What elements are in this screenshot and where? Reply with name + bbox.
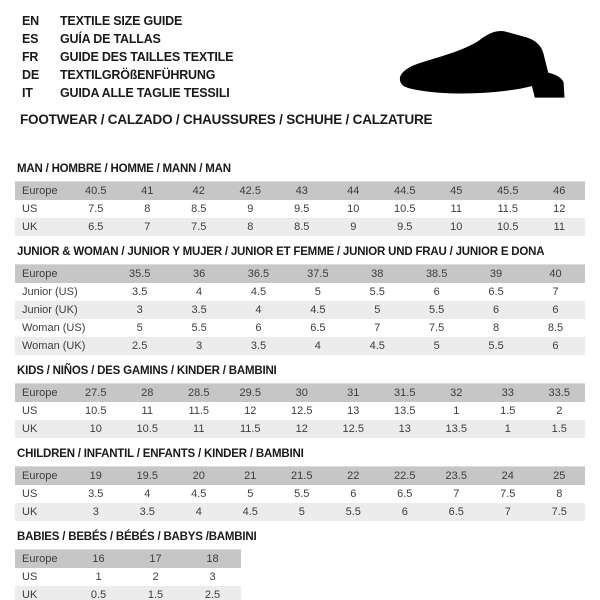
row-label: UK	[15, 586, 70, 600]
language-label: GUIDA ALLE TAGLIE TESSILI	[60, 86, 230, 100]
language-code: ES	[22, 32, 39, 46]
size-cell: 12.5	[328, 420, 380, 438]
size-cell: 5.5	[328, 503, 380, 521]
size-table-section	[15, 448, 585, 521]
size-cell: 33	[482, 384, 534, 403]
size-cell: 42	[173, 182, 225, 201]
row-label: Junior (UK)	[15, 301, 110, 319]
size-table-title: BABIES / BEBÉS / BÉBÉS / BABYS /BAMBINI	[17, 531, 257, 543]
table-header-row	[15, 182, 585, 201]
size-cell: 2	[534, 402, 586, 420]
size-cell: 7.5	[482, 485, 534, 503]
language-code: IT	[22, 86, 33, 100]
size-cell: 2.5	[110, 337, 169, 355]
size-cell: 6.5	[431, 503, 483, 521]
size-cell: 8	[466, 319, 525, 337]
size-cell: 28.5	[173, 384, 225, 403]
size-cell: 5.5	[169, 319, 228, 337]
size-cell: 16	[70, 550, 127, 569]
size-cell: 6	[379, 503, 431, 521]
size-cell: 28	[122, 384, 174, 403]
size-cell: 42.5	[225, 182, 277, 201]
table-header-row	[15, 384, 585, 403]
size-cell: 5.5	[348, 283, 407, 301]
size-cell: 21	[225, 467, 277, 486]
row-label: Woman (US)	[15, 319, 110, 337]
size-cell: 13	[379, 420, 431, 438]
size-cell: 40	[526, 265, 585, 284]
size-cell: 11	[431, 200, 483, 218]
row-label: Europe	[15, 265, 110, 284]
size-cell: 7	[122, 218, 174, 236]
size-cell: 19.5	[122, 467, 174, 486]
size-cell: 33.5	[534, 384, 586, 403]
size-cell: 5	[276, 503, 328, 521]
row-label: UK	[15, 420, 70, 438]
size-cell: 44.5	[379, 182, 431, 201]
size-cell: 27.5	[70, 384, 122, 403]
size-cell: 5	[110, 319, 169, 337]
size-cell: 6	[466, 301, 525, 319]
size-cell: 9	[225, 200, 277, 218]
size-cell: 1.5	[534, 420, 586, 438]
size-cell: 29.5	[225, 384, 277, 403]
size-cell: 7.5	[534, 503, 586, 521]
table-header-row	[15, 467, 585, 486]
size-cell: 10.5	[379, 200, 431, 218]
size-cell: 13.5	[431, 420, 483, 438]
table-row	[15, 301, 585, 319]
language-code: EN	[22, 14, 39, 28]
size-cell: 11	[173, 420, 225, 438]
size-cell: 13.5	[379, 402, 431, 420]
language-label: GUIDE DES TAILLES TEXTILE	[60, 50, 234, 64]
table-row	[15, 420, 585, 438]
size-cell: 12.5	[276, 402, 328, 420]
size-tables	[15, 163, 585, 600]
size-cell: 2.5	[184, 586, 241, 600]
size-cell: 5.5	[466, 337, 525, 355]
size-cell: 3	[70, 503, 122, 521]
size-cell: 38	[348, 265, 407, 284]
size-cell: 8	[122, 200, 174, 218]
size-cell: 31.5	[379, 384, 431, 403]
size-cell: 18	[184, 550, 241, 569]
size-cell: 7	[482, 503, 534, 521]
size-cell: 4	[288, 337, 347, 355]
size-cell: 36	[169, 265, 228, 284]
category-line: FOOTWEAR / CALZADO / CHAUSSURES / SCHUHE / CALZATURE	[20, 112, 433, 127]
size-table	[15, 466, 585, 521]
table-row	[15, 402, 585, 420]
row-label: Woman (UK)	[15, 337, 110, 355]
size-table	[15, 549, 241, 600]
size-cell: 6	[328, 485, 380, 503]
size-cell: 24	[482, 467, 534, 486]
size-cell: 8	[225, 218, 277, 236]
size-cell: 3.5	[110, 283, 169, 301]
size-cell: 7.5	[173, 218, 225, 236]
table-header-row	[15, 550, 241, 569]
size-cell: 43	[276, 182, 328, 201]
size-cell: 6.5	[379, 485, 431, 503]
size-cell: 37.5	[288, 265, 347, 284]
size-cell: 31	[328, 384, 380, 403]
size-cell: 7.5	[407, 319, 466, 337]
size-cell: 10	[328, 200, 380, 218]
size-table-section	[15, 365, 585, 438]
size-cell: 6	[407, 283, 466, 301]
size-cell: 10	[70, 420, 122, 438]
language-label: TEXTILGRÖßENFÜHRUNG	[60, 68, 216, 82]
size-cell: 10.5	[70, 402, 122, 420]
size-cell: 4	[229, 301, 288, 319]
size-cell: 10.5	[122, 420, 174, 438]
size-cell: 22	[328, 467, 380, 486]
size-cell: 4.5	[348, 337, 407, 355]
table-header-row	[15, 265, 585, 284]
size-cell: 1	[482, 420, 534, 438]
size-cell: 4.5	[288, 301, 347, 319]
size-cell: 13	[328, 402, 380, 420]
table-row	[15, 319, 585, 337]
row-label: Europe	[15, 550, 70, 569]
size-cell: 9	[328, 218, 380, 236]
size-cell: 5.5	[276, 485, 328, 503]
size-cell: 40.5	[70, 182, 122, 201]
size-cell: 8.5	[526, 319, 585, 337]
size-cell: 7	[431, 485, 483, 503]
size-cell: 4	[122, 485, 174, 503]
size-cell: 9.5	[276, 200, 328, 218]
size-cell: 6	[229, 319, 288, 337]
size-cell: 44	[328, 182, 380, 201]
size-cell: 2	[127, 568, 184, 586]
table-row	[15, 485, 585, 503]
size-cell: 45	[431, 182, 483, 201]
size-table	[15, 383, 585, 438]
size-cell: 10	[431, 218, 483, 236]
size-cell: 3.5	[70, 485, 122, 503]
size-cell: 4.5	[225, 503, 277, 521]
size-cell: 22.5	[379, 467, 431, 486]
size-cell: 7	[526, 283, 585, 301]
size-cell: 25	[534, 467, 586, 486]
size-cell: 4	[173, 503, 225, 521]
size-cell: 35.5	[110, 265, 169, 284]
size-table-title: MAN / HOMBRE / HOMME / MANN / MAN	[17, 163, 231, 175]
size-cell: 11.5	[225, 420, 277, 438]
size-cell: 11.5	[173, 402, 225, 420]
size-table-title: JUNIOR & WOMAN / JUNIOR Y MUJER / JUNIOR ET FEMME / JUNIOR UND FRAU / JUNIOR E DONA	[17, 246, 545, 258]
size-cell: 6.5	[466, 283, 525, 301]
size-cell: 32	[431, 384, 483, 403]
size-cell: 5	[288, 283, 347, 301]
size-cell: 1.5	[127, 586, 184, 600]
table-row	[15, 200, 585, 218]
size-cell: 1	[431, 402, 483, 420]
size-cell: 11	[534, 218, 586, 236]
size-cell: 11.5	[482, 200, 534, 218]
language-code: DE	[22, 68, 39, 82]
size-cell: 11	[122, 402, 174, 420]
size-cell: 0.5	[70, 586, 127, 600]
size-cell: 9.5	[379, 218, 431, 236]
size-cell: 21.5	[276, 467, 328, 486]
size-cell: 45.5	[482, 182, 534, 201]
size-cell: 3.5	[169, 301, 228, 319]
size-cell: 19	[70, 467, 122, 486]
row-label: US	[15, 485, 70, 503]
size-cell: 5	[225, 485, 277, 503]
size-cell: 4	[169, 283, 228, 301]
table-row	[15, 337, 585, 355]
size-cell: 8	[534, 485, 586, 503]
row-label: UK	[15, 218, 70, 236]
size-table-section	[15, 531, 585, 600]
size-cell: 46	[534, 182, 586, 201]
table-row	[15, 503, 585, 521]
size-cell: 4.5	[173, 485, 225, 503]
size-cell: 5	[407, 337, 466, 355]
size-cell: 12	[276, 420, 328, 438]
size-cell: 41	[122, 182, 174, 201]
size-cell: 3	[184, 568, 241, 586]
row-label: Europe	[15, 467, 70, 486]
row-label: Europe	[15, 182, 70, 201]
size-cell: 7	[348, 319, 407, 337]
language-code: FR	[22, 50, 39, 64]
size-table	[15, 264, 585, 355]
size-cell: 8.5	[173, 200, 225, 218]
size-cell: 1	[70, 568, 127, 586]
row-label: Europe	[15, 384, 70, 403]
size-cell: 6	[526, 301, 585, 319]
size-cell: 6.5	[288, 319, 347, 337]
size-cell: 6.5	[70, 218, 122, 236]
shoe-icon-path	[400, 31, 565, 98]
shoe-icon	[394, 26, 576, 104]
size-cell: 39	[466, 265, 525, 284]
size-table	[15, 181, 585, 236]
table-row	[15, 283, 585, 301]
row-label: US	[15, 402, 70, 420]
size-cell: 8.5	[276, 218, 328, 236]
row-label: US	[15, 568, 70, 586]
size-cell: 7.5	[70, 200, 122, 218]
size-cell: 3.5	[229, 337, 288, 355]
size-cell: 6	[526, 337, 585, 355]
size-cell: 36.5	[229, 265, 288, 284]
row-label: UK	[15, 503, 70, 521]
size-cell: 20	[173, 467, 225, 486]
size-cell: 5	[348, 301, 407, 319]
size-cell: 3	[110, 301, 169, 319]
size-cell: 3	[169, 337, 228, 355]
language-label: GUÍA DE TALLAS	[60, 32, 161, 46]
language-label: TEXTILE SIZE GUIDE	[60, 14, 183, 28]
size-table-title: CHILDREN / INFANTIL / ENFANTS / KINDER / BAMBINI	[17, 448, 304, 460]
size-table-section	[15, 163, 585, 236]
size-cell: 17	[127, 550, 184, 569]
size-table-section	[15, 246, 585, 355]
size-cell: 12	[225, 402, 277, 420]
size-cell: 30	[276, 384, 328, 403]
size-table-title: KIDS / NIÑOS / DES GAMINS / KINDER / BAMBINI	[17, 365, 277, 377]
row-label: Junior (US)	[15, 283, 110, 301]
size-cell: 12	[534, 200, 586, 218]
size-cell: 10.5	[482, 218, 534, 236]
table-row	[15, 568, 241, 586]
size-cell: 3.5	[122, 503, 174, 521]
size-cell: 5.5	[407, 301, 466, 319]
size-cell: 38.5	[407, 265, 466, 284]
size-cell: 23.5	[431, 467, 483, 486]
table-row	[15, 586, 241, 600]
row-label: US	[15, 200, 70, 218]
size-cell: 1.5	[482, 402, 534, 420]
size-cell: 4.5	[229, 283, 288, 301]
table-row	[15, 218, 585, 236]
